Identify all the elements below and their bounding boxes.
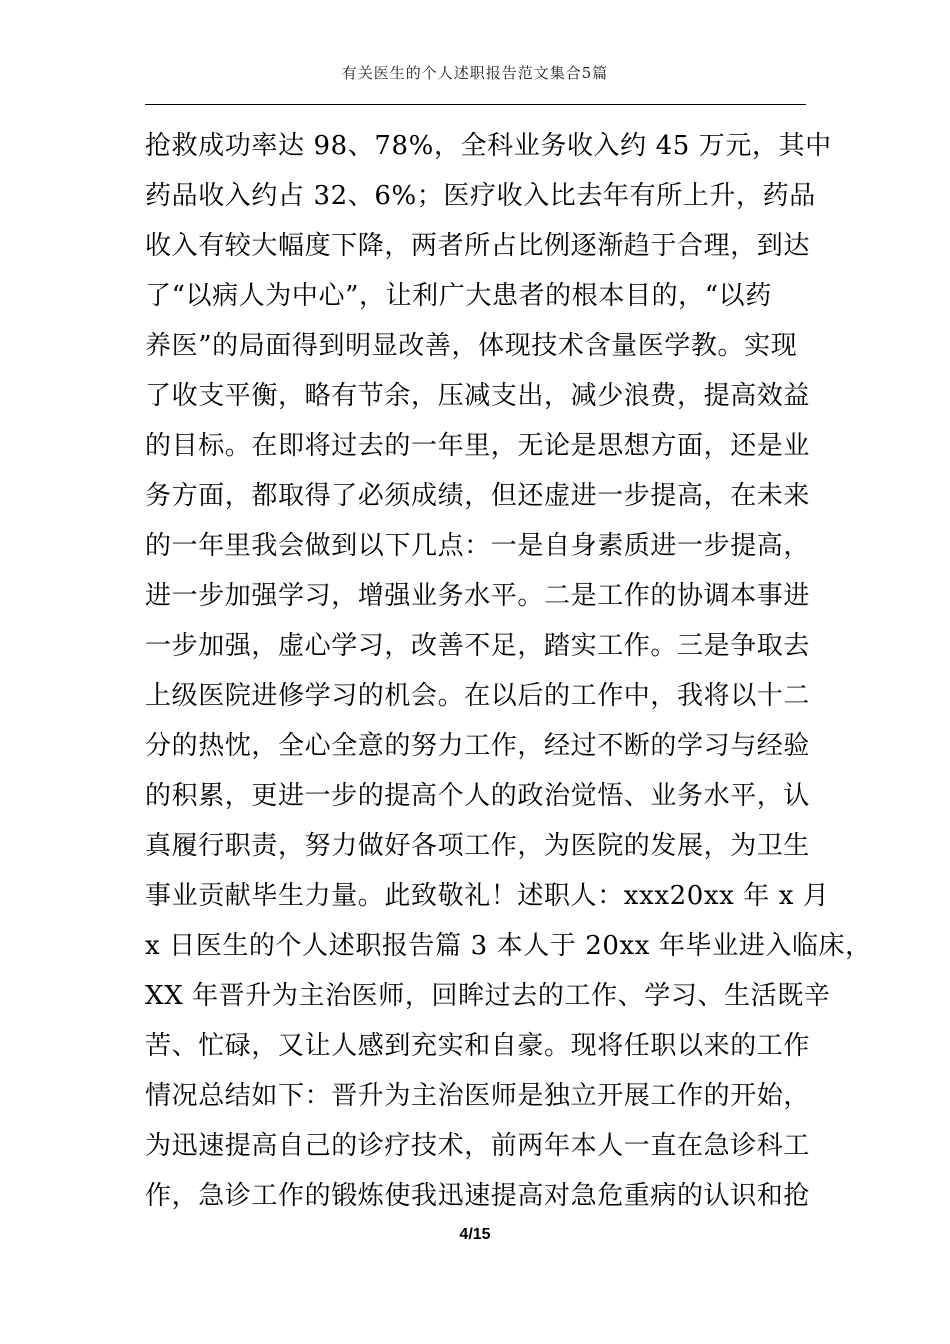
body-line: 抢救成功率达 98、78%，全科业务收入约 45 万元，其中	[145, 131, 832, 161]
body-line: 苦、忙碌，又让人感到充实和自豪。现将任职以来的工作	[145, 1031, 811, 1061]
body-line: 为迅速提高自己的诊疗技术，前两年本人一直在急诊科工	[145, 1131, 811, 1161]
body-line: 的目标。在即将过去的一年里，无论是思想方面，还是业	[145, 431, 811, 461]
header-divider	[145, 104, 806, 105]
body-line: 分的热忱，全心全意的努力工作，经过不断的学习与经验	[145, 731, 811, 761]
body-line: 养医”的局面得到明显改善，体现技术含量医学教。实现	[145, 331, 798, 361]
body-line: 作，急诊工作的锻炼使我迅速提高对急危重病的认识和抢	[145, 1181, 811, 1211]
body-line: 情况总结如下：晋升为主治医师是独立开展工作的开始，	[145, 1081, 811, 1111]
body-line: 了收支平衡，略有节余，压减支出，减少浪费，提高效益	[145, 381, 811, 411]
document-body	[145, 121, 872, 1221]
body-line: 上级医院进修学习的机会。在以后的工作中，我将以十二	[145, 681, 811, 711]
body-line: 的一年里我会做到以下几点：一是自身素质进一步提高，	[145, 531, 811, 561]
body-line: 一步加强，虚心学习，改善不足，踏实工作。三是争取去	[145, 631, 811, 661]
body-line: 了“以病人为中心”，让利广大患者的根本目的，“以药	[145, 281, 772, 311]
body-line: 真履行职责，努力做好各项工作，为医院的发展，为卫生	[145, 831, 811, 861]
body-line: x 日医生的个人述职报告篇 3 本人于 20xx 年毕业进入临床，	[145, 931, 872, 961]
document-header-title: 有关医生的个人述职报告范文集合5篇	[341, 64, 609, 82]
body-line: 务方面，都取得了必须成绩，但还虚进一步提高，在未来	[145, 481, 811, 511]
body-line: XX 年晋升为主治医师，回眸过去的工作、学习、生活既辛	[145, 981, 831, 1011]
body-line: 事业贡献毕生力量。此致敬礼！述职人：xxx20xx 年 x 月	[145, 881, 830, 911]
body-line: 药品收入约占 32、6%；医疗收入比去年有所上升，药品	[145, 181, 816, 211]
body-line: 的积累，更进一步的提高个人的政治觉悟、业务水平，认	[145, 781, 811, 811]
body-line: 收入有较大幅度下降，两者所占比例逐渐趋于合理，到达	[145, 231, 811, 261]
page-number: 4/15	[459, 1226, 491, 1243]
body-line: 进一步加强学习，增强业务水平。二是工作的协调本事进	[145, 581, 811, 611]
